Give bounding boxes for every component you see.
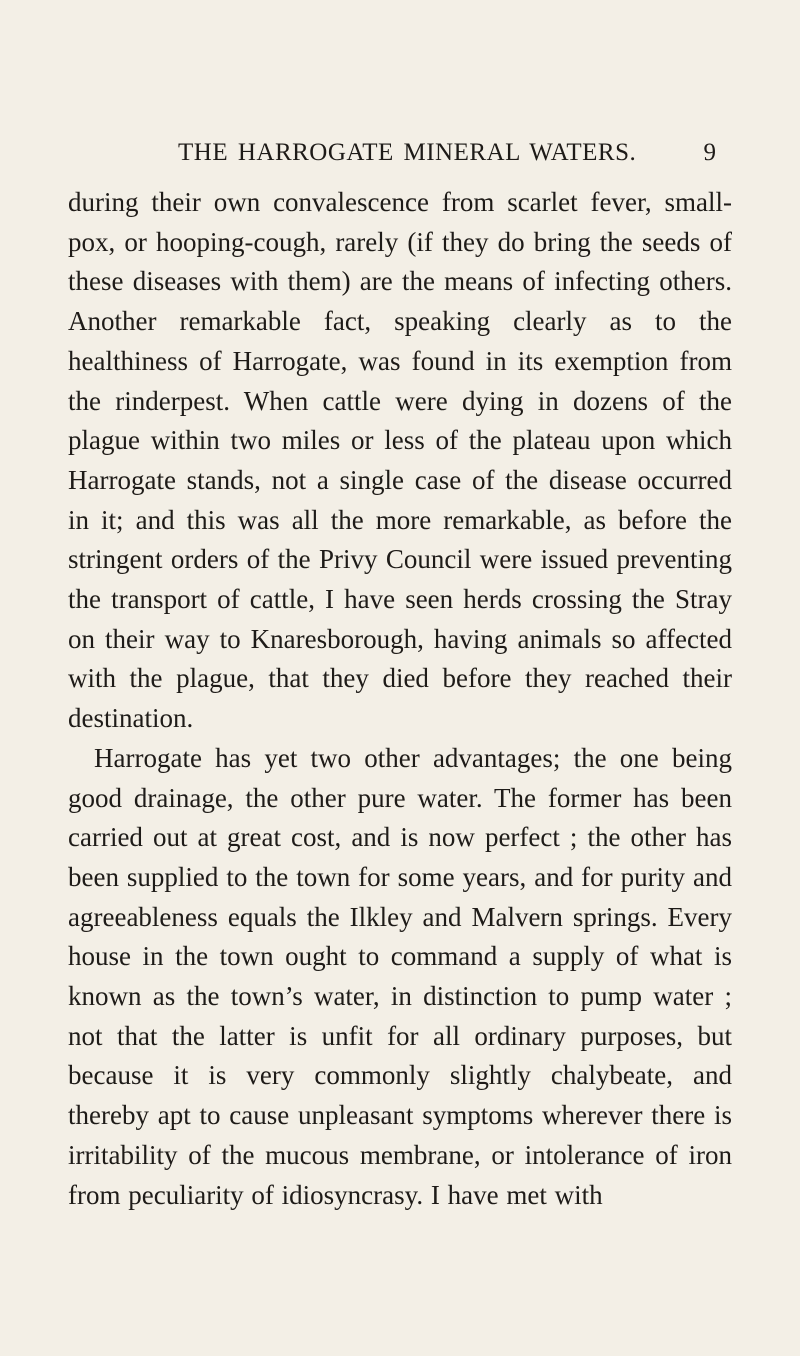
body-text (68, 183, 732, 1215)
running-title: THE HARROGATE MINERAL WATERS. (178, 139, 637, 166)
paragraph-continued: during their own convalescence from scarlet fever, small-pox, or hooping-cough, rarely (if they do bring the seeds of these diseases with them) are the means of infecting others. Another remarkable fact, speaking clearly as to the healthiness of Harrogate, was found in its exemption from the rinderpest. When cattle were dying in dozens of the plague within two miles or less of the plateau upon which Harrogate stands, not a single case of the disease occurred in it; and this was all the more remarkable, as before the stringent orders of the Privy Council were issued preventing the transport of cattle, I have seen herds crossing the Stray on their way to Knaresborough, having animals so affected with the plague, that they died before they reached their destination. (68, 187, 732, 734)
paragraph: Harrogate has yet two other advantages; the one being good drainage, the other pure water. The former has been carried out at great cost, and is now perfect ; the other has been supplied to the town for some years, and for purity and agreeableness equals the Ilkley and Malvern springs. Every house in the town ought to command a supply of what is known as the town’s water, in distinction to pump water ; not that the latter is unfit for all ordinary purposes, but because it is very commonly slightly chalybeate, and thereby apt to cause unpleasant symptoms wherever there is irritability of the mucous membrane, or intolerance of iron from peculiarity of idiosyncrasy. I have met with (68, 742, 732, 1210)
running-header (68, 139, 732, 175)
page-number: 9 (703, 139, 716, 166)
